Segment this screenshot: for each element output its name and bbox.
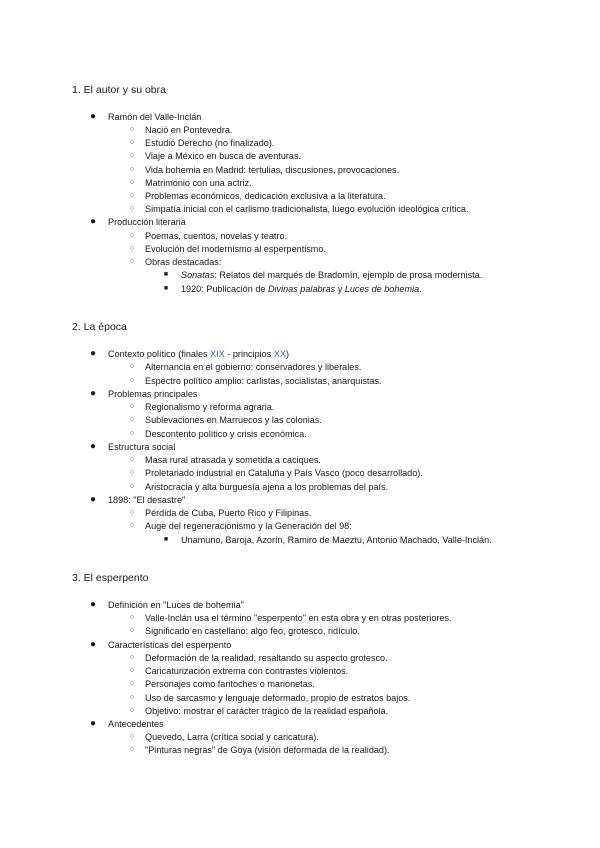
circle-bullet-icon: ○ (129, 430, 135, 437)
circle-bullet-icon: ○ (129, 416, 135, 423)
circle-bullet-icon: ○ (129, 166, 135, 173)
bullet-dot-icon: ● (89, 494, 97, 505)
circle-bullet-icon: ○ (129, 232, 135, 239)
circle-bullet-icon: ○ (129, 469, 135, 476)
circle-bullet-icon: ○ (129, 667, 135, 674)
circle-bullet-icon: ○ (129, 245, 135, 252)
circle-bullet-icon: ○ (129, 680, 135, 687)
circle-bullet-icon: ○ (129, 179, 135, 186)
circle-bullet-icon: ○ (129, 707, 135, 714)
bullet-dot-icon: ● (89, 388, 97, 399)
bullet-dot-icon: ● (89, 639, 97, 650)
circle-bullet-icon: ○ (129, 733, 135, 740)
circle-bullet-icon: ○ (129, 377, 135, 384)
section-heading: 1. El autor y su obra (72, 84, 166, 96)
sub-item: ○ Caricaturización extrema con contrastes violentos. (145, 665, 348, 677)
circle-bullet-icon: ○ (129, 456, 135, 463)
sub-item: ○ Quevedo, Larra (crítica social y caricatura). (145, 731, 319, 743)
sub-item: ○ Espectro político amplio: carlistas, socialistas, anarquistas. (145, 375, 382, 387)
circle-bullet-icon: ○ (129, 746, 135, 753)
circle-bullet-icon: ○ (129, 363, 135, 370)
bullet-item: ● Contexto político (finales XIX - principios XX) (89, 348, 289, 359)
circle-bullet-icon: ○ (129, 483, 135, 490)
circle-bullet-icon: ○ (129, 614, 135, 621)
sub-item: ○ Viaje a México en busca de aventuras. (145, 150, 301, 162)
sub-item: ○ Sublevaciones en Marruecos y las colonias. (145, 414, 322, 426)
sub-item: ○ Nació en Pontevedra. (145, 124, 232, 136)
sub-item: ○ Objetivo: mostrar el carácter trágico de la realidad española. (145, 705, 388, 717)
sub-item: ○ Aristocracia y alta burguesía ajena a los problemas del país. (145, 481, 388, 493)
circle-bullet-icon: ○ (129, 654, 135, 661)
sub-sub-item: ■ 1920: Publicación de Divinas palabras y Luces de bohemia. (181, 283, 422, 295)
sub-sub-item: ■ Unamuno, Baroja, Azorín, Ramiro de Maeztu, Antonio Machado, Valle-Inclán. (181, 534, 492, 546)
sub-item: ○ Uso de sarcasmo y lenguaje deformado, propio de estratos bajos. (145, 692, 410, 704)
sub-item: ○ Proletariado industrial en Cataluña y País Vasco (poco desarrollado). (145, 467, 423, 479)
bullet-item: ● Ramón del Valle-Inclán (89, 111, 202, 122)
sub-sub-item: ■ Sonatas: Relatos del marqués de Bradomín, ejemplo de prosa modernista. (181, 269, 482, 281)
circle-bullet-icon: ○ (129, 139, 135, 146)
sub-item: ○ Valle-Inclán usa el término "esperpento" en esta obra y en otras posteriores. (145, 612, 452, 624)
bullet-item: ● Definición en "Luces de bohemia" (89, 599, 244, 610)
circle-bullet-icon: ○ (129, 205, 135, 212)
bullet-item: ● Producción literaria (89, 216, 186, 227)
sub-item: ○ Vida bohemia en Madrid: tertulias, discusiones, provocaciones. (145, 164, 399, 176)
circle-bullet-icon: ○ (129, 258, 135, 265)
bullet-item: ● 1898: "El desastre" (89, 494, 186, 505)
bullet-item: ● Características del esperpento (89, 639, 232, 650)
sub-item: ○ Masa rural atrasada y sometida a caciques. (145, 454, 321, 466)
bullet-item: ● Estructura social (89, 441, 176, 452)
sub-item: ○ Poemas, cuentos, novelas y teatro. (145, 230, 287, 242)
sub-item: ○ Descontento político y crisis económica. (145, 428, 307, 440)
bullet-dot-icon: ● (89, 348, 97, 359)
circle-bullet-icon: ○ (129, 126, 135, 133)
sub-item: ○ Estudió Derecho (no finalizado). (145, 137, 274, 149)
circle-bullet-icon: ○ (129, 627, 135, 634)
circle-bullet-icon: ○ (129, 509, 135, 516)
sub-item: ○ Auge del regeneracionismo y la Generación del 98: (145, 520, 352, 532)
bullet-dot-icon: ● (89, 599, 97, 610)
circle-bullet-icon: ○ (129, 694, 135, 701)
circle-bullet-icon: ○ (129, 152, 135, 159)
bullet-dot-icon: ● (89, 718, 97, 729)
section-heading: 3. El esperpento (72, 572, 149, 584)
bullet-dot-icon: ● (89, 216, 97, 227)
sub-item: ○ Significado en castellano: algo feo, grotesco, ridículo. (145, 625, 360, 637)
bullet-item: ● Problemas principales (89, 388, 198, 399)
square-bullet-icon: ■ (163, 536, 169, 543)
bullet-dot-icon: ● (89, 441, 97, 452)
square-bullet-icon: ■ (163, 271, 169, 278)
sub-item: ○ Obras destacadas: (145, 256, 221, 268)
square-bullet-icon: ■ (163, 285, 169, 292)
circle-bullet-icon: ○ (129, 522, 135, 529)
sub-item: ○ Simpatía inicial con el carlismo tradicionalista, luego evolución ideológica crítica. (145, 203, 469, 215)
sub-item: ○ Problemas económicos, dedicación exclusiva a la literatura. (145, 190, 386, 202)
sub-item: ○ Regionalismo y reforma agraria. (145, 401, 274, 413)
bullet-dot-icon: ● (89, 111, 97, 122)
sub-item: ○ "Pinturas negras" de Goya (visión deformada de la realidad). (145, 744, 390, 756)
sub-item: ○ Pérdida de Cuba, Puerto Rico y Filipinas. (145, 507, 311, 519)
circle-bullet-icon: ○ (129, 403, 135, 410)
sub-item: ○ Alternancia en el gobierno: conservadores y liberales. (145, 361, 361, 373)
bullet-item: ● Antecedentes (89, 718, 164, 729)
sub-item: ○ Evolución del modernismo al esperpentismo. (145, 243, 326, 255)
sub-item: ○ Deformación de la realidad, resaltando su aspecto grotesco. (145, 652, 388, 664)
section-heading: 2. La época (72, 321, 127, 333)
circle-bullet-icon: ○ (129, 192, 135, 199)
sub-item: ○ Personajes como fantoches o marionetas. (145, 678, 315, 690)
sub-item: ○ Matrimonio con una actriz. (145, 177, 252, 189)
